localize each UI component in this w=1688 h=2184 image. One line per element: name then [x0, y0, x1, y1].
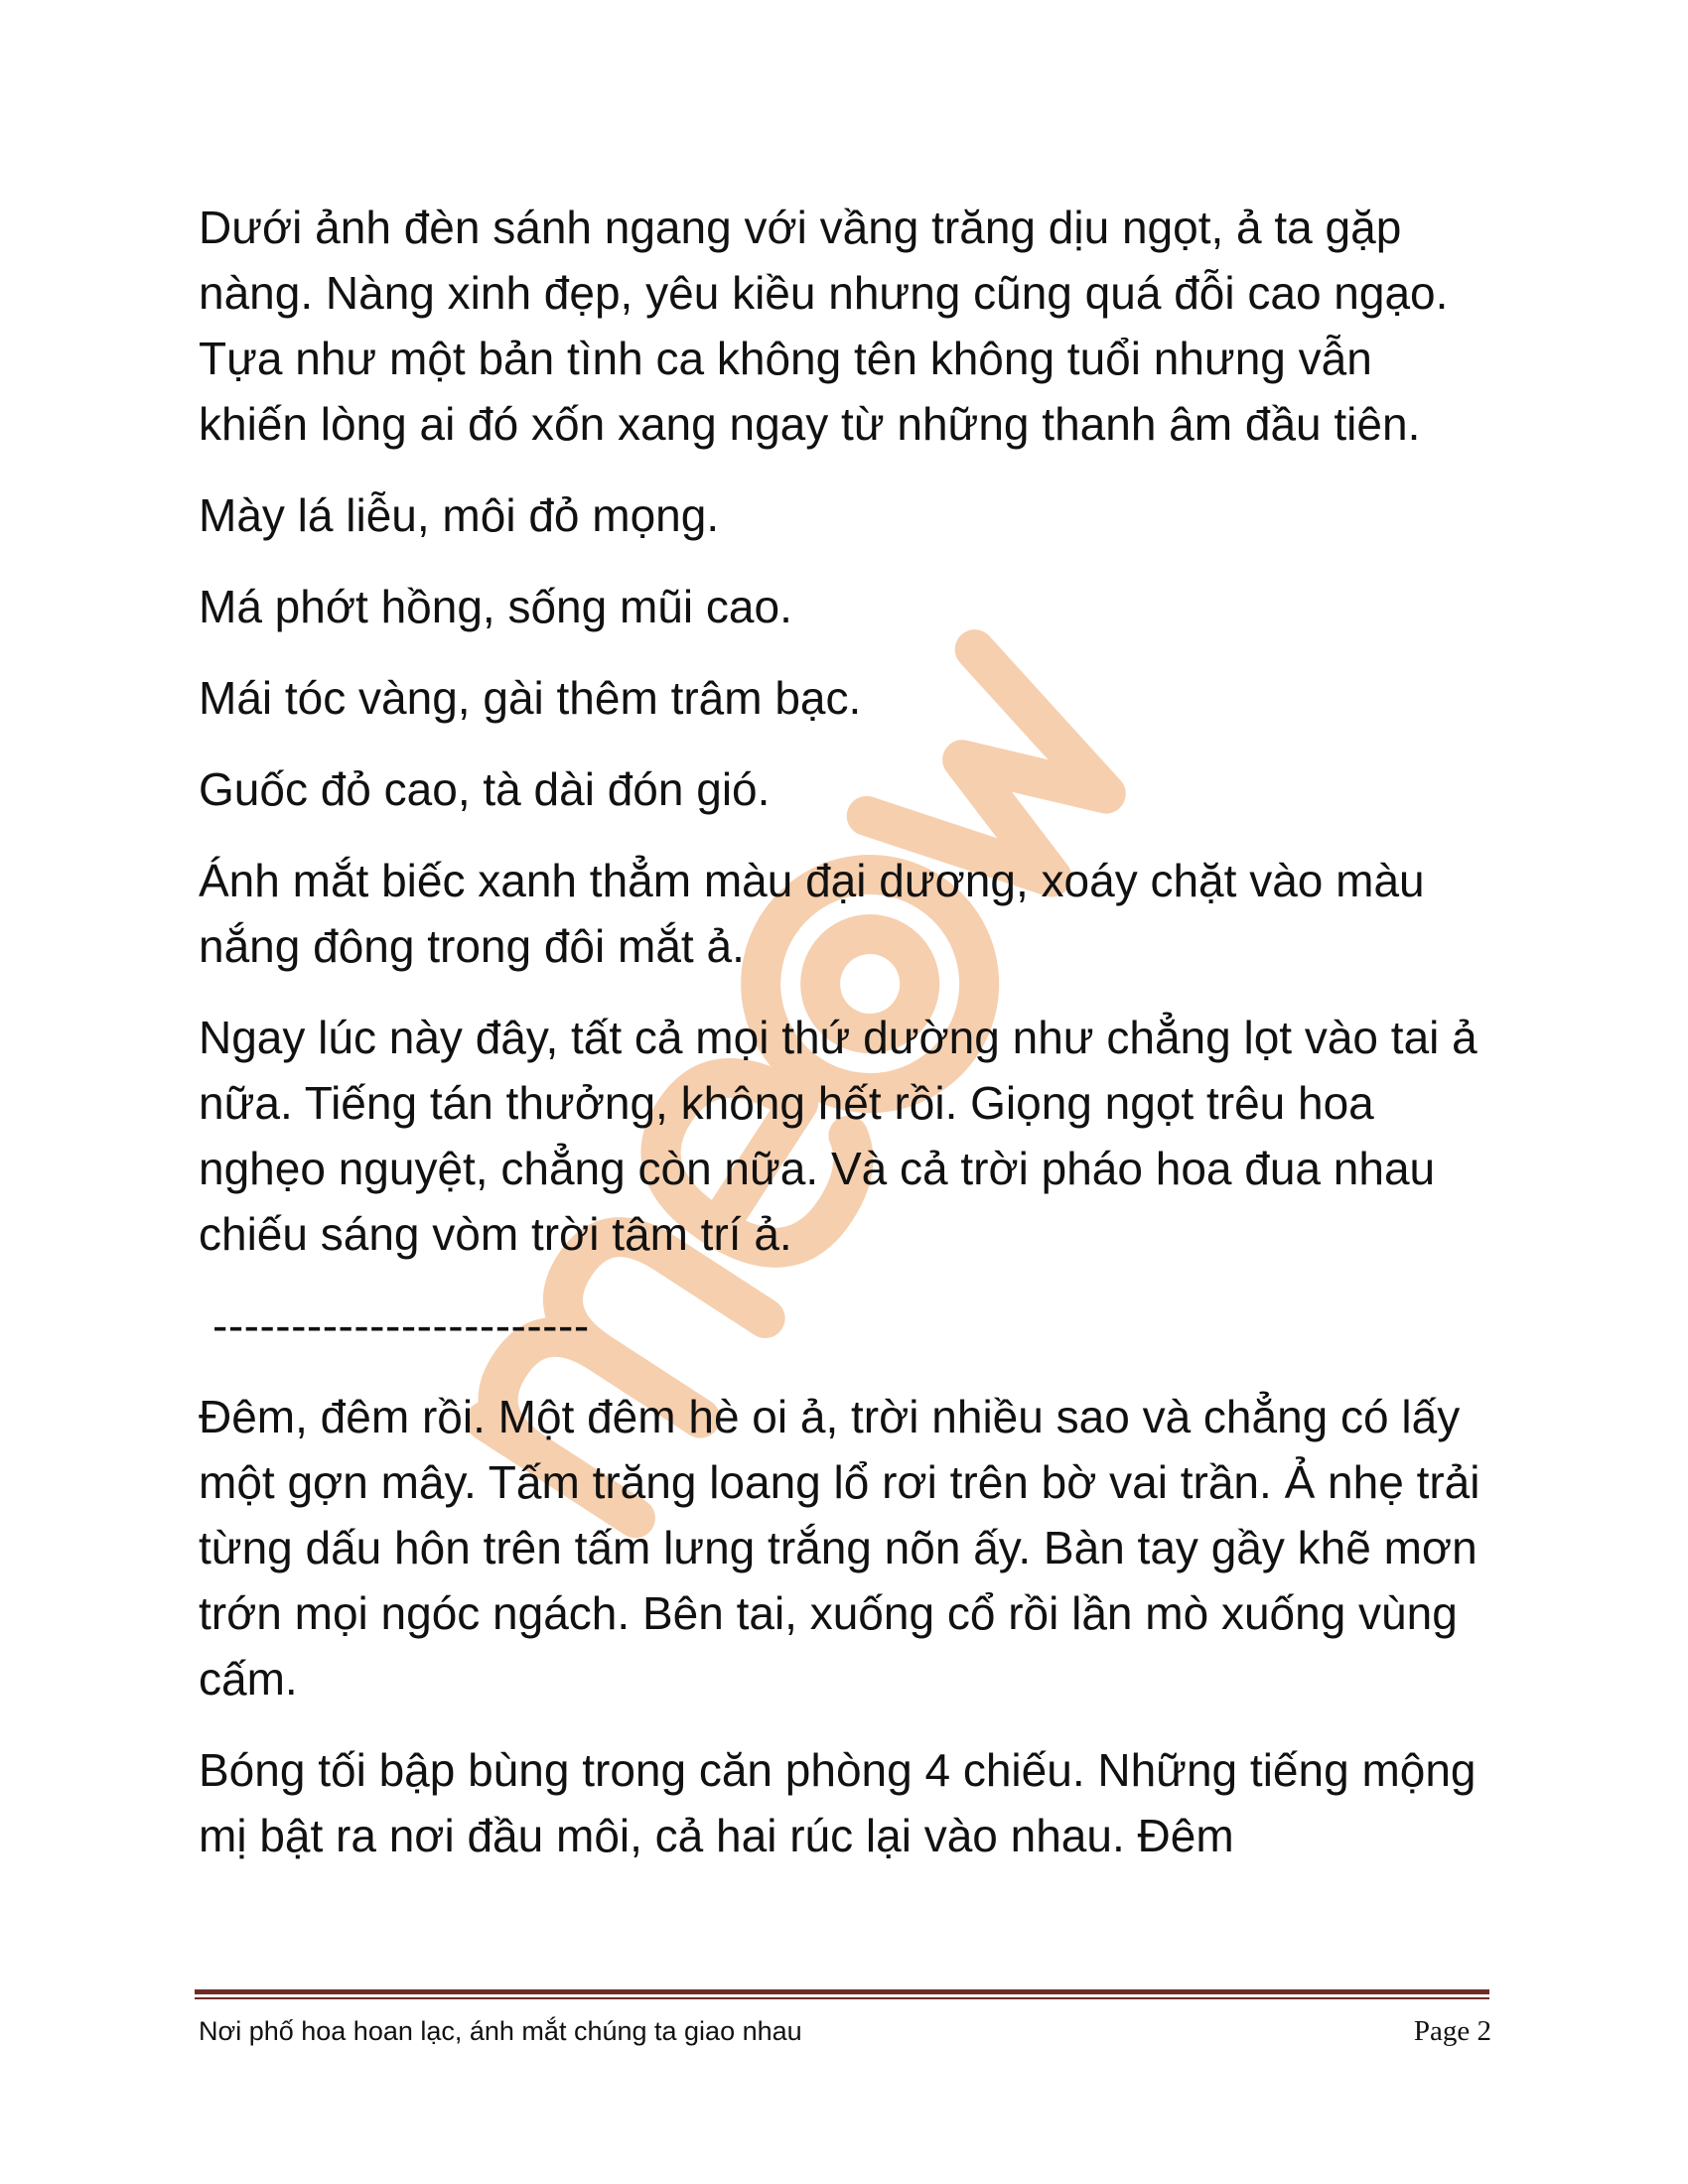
paragraph-4: Mái tóc vàng, gài thêm trâm bạc. — [199, 672, 862, 724]
paragraph-7: Ngay lúc này đây, tất cả mọi thứ dường như chẳng lọt vào tai ả nữa. Tiếng tán thưởng, không hết rồi. Giọng ngọt trêu hoa nghẹo nguyệt, chẳng còn nữa. Và cả trời pháo hoa đua nhau chiếu sáng vòm trời tâm trí ả. — [199, 1012, 1477, 1260]
document-body — [199, 195, 1489, 1894]
paragraph-2: Mày lá liễu, môi đỏ mọng. — [199, 489, 720, 541]
paragraph-9: Bóng tối bập bùng trong căn phòng 4 chiếu. Những tiếng mộng mị bật ra nơi đầu môi, cả hai rúc lại vào nhau. Đêm — [199, 1744, 1477, 1861]
page-number: Page 2 — [1413, 2015, 1491, 2047]
footer-rule-thin — [195, 1997, 1489, 1999]
section-divider: ------------------------ — [212, 1299, 590, 1351]
paragraph-1: Dưới ảnh đèn sánh ngang với vầng trăng dịu ngọt, ả ta gặp nàng. Nàng xinh đẹp, yêu kiều nhưng cũng quá đỗi cao ngạo. Tựa như một bản tình ca không tên không tuổi nhưng vẫn khiến lòng ai đó xốn xang ngay từ những thanh âm đầu tiên. — [199, 202, 1449, 450]
paragraph-8: Đêm, đêm rồi. Một đêm hè oi ả, trời nhiều sao và chẳng có lấy một gợn mây. Tấm trăng loang lổ rơi trên bờ vai trần. Ả nhẹ trải từng dấu hôn trên tấm lưng trắng nõn ấy. Bàn tay gầy khẽ mơn trớn mọi ngóc ngách. Bên tai, xuống cổ rồi lần mò xuống vùng cấm. — [199, 1391, 1480, 1705]
footer-rule-thick — [195, 1989, 1489, 1994]
paragraph-3: Má phớt hồng, sống mũi cao. — [199, 581, 792, 632]
paragraph-5: Guốc đỏ cao, tà dài đón gió. — [199, 763, 771, 815]
footer-title: Nơi phố hoa hoan lạc, ánh mắt chúng ta giao nhau — [199, 2016, 802, 2046]
paragraph-6: Ánh mắt biếc xanh thẳm màu đại dương, xoáy chặt vào màu nắng đông trong đôi mắt ả. — [199, 855, 1425, 972]
footer-rule — [195, 1989, 1489, 1999]
